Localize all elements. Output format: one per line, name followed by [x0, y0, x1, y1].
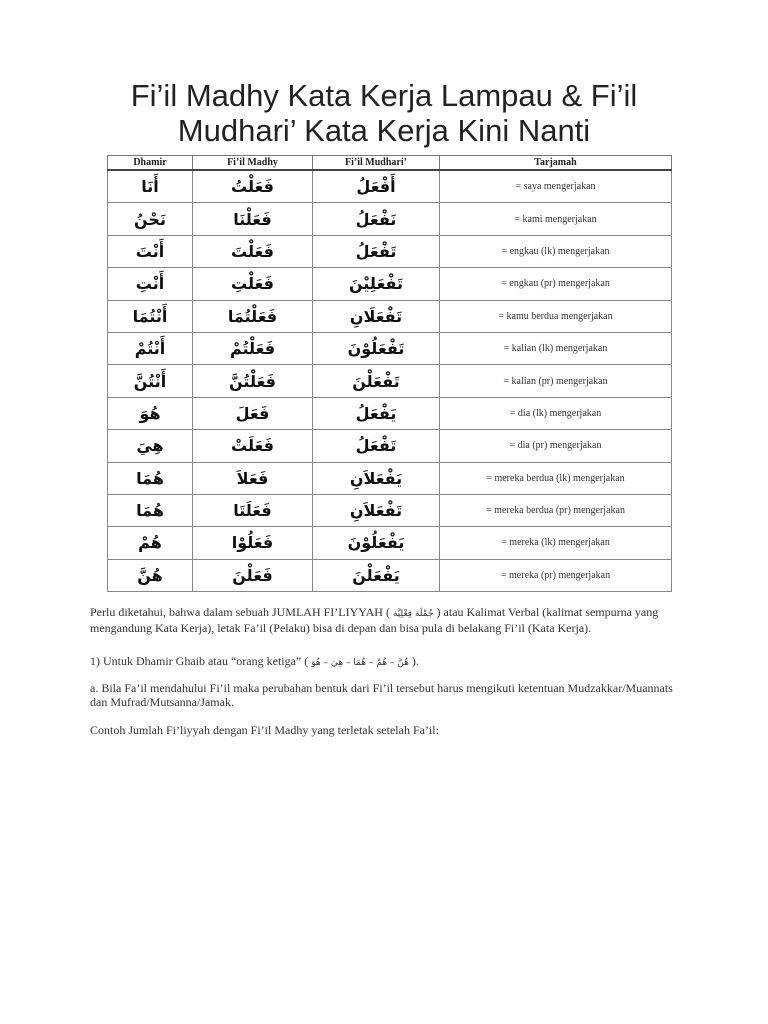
cell-dhamir: أَنْتِ [108, 268, 193, 300]
cell-dhamir: هُوَ [108, 397, 193, 429]
cell-fiil-mudhari: تَفْعَلُ [313, 235, 440, 267]
cell-tarjamah: = saya mengerjakan [440, 170, 672, 203]
cell-fiil-mudhari: أَفْعَلُ [313, 170, 440, 203]
cell-dhamir: هُمَا [108, 494, 193, 526]
cell-dhamir: أَنْتُنَّ [108, 365, 193, 397]
cell-dhamir: هُمْ [108, 527, 193, 559]
cell-fiil-mudhari: تَفْعَلَانِ [313, 300, 440, 332]
cell-fiil-madhy: فَعَلْتُمَا [193, 300, 313, 332]
table-row [108, 300, 672, 332]
table-row [108, 494, 672, 526]
table-row [108, 332, 672, 364]
paragraph-text: ) atau Kalimat Verbal (kalimat sempurna yang mengandung Kata Kerja), letak Fa’il (Pelaku) bisa di depan dan bisa pula di belakang Fi’il (Kata Kerja). [90, 605, 659, 635]
cell-dhamir: أَنْتُمَا [108, 300, 193, 332]
cell-dhamir: أَنْتَ [108, 235, 193, 267]
cell-tarjamah: = mereka (pr) mengerjakan [440, 559, 672, 591]
cell-tarjamah: = engkau (pr) mengerjakan [440, 268, 672, 300]
paragraph-rule-a: a. Bila Fa’il mendahului Fi’il maka perubahan bentuk dari Fi’il tersebut harus mengikuti ketentuan Mudzakkar/Muannats dan Mufrad/Mutsanna/Jamak. [90, 681, 673, 709]
cell-fiil-madhy: فَعَلَتَا [193, 494, 313, 526]
cell-fiil-madhy: فَعَلَتْ [193, 430, 313, 462]
cell-fiil-madhy: فَعَلْنَ [193, 559, 313, 591]
table-row [108, 268, 672, 300]
cell-tarjamah: = engkau (lk) mengerjakan [440, 235, 672, 267]
header-tarjamah: Tarjamah [440, 156, 672, 171]
cell-dhamir: هُنَّ [108, 559, 193, 591]
cell-fiil-mudhari: يَفْعَلْنَ [313, 559, 440, 591]
paragraph-text: ). [411, 654, 419, 668]
table-row [108, 170, 672, 203]
title-line-2: Mudhari’ Kata Kerja Kini Nanti [177, 113, 591, 148]
cell-tarjamah: = mereka berdua (pr) mengerjakan [440, 494, 672, 526]
cell-fiil-mudhari: يَفْعَلُوْنَ [313, 527, 440, 559]
cell-dhamir: أَنْتُمْ [108, 332, 193, 364]
header-fiil-mudhari: Fi’il Mudhari’ [313, 156, 440, 171]
table-row [108, 559, 672, 591]
paragraph-text: 1) Untuk Dhamir Ghaib atau “orang ketiga” ( [90, 654, 309, 668]
table-row [108, 430, 672, 462]
paragraph-text: Perlu diketahui, bahwa dalam sebuah JUMLAH FI’LIYYAH ( [90, 605, 390, 619]
cell-fiil-mudhari: تَفْعَلُوْنَ [313, 332, 440, 364]
cell-fiil-mudhari: تَفْعَلِيْنَ [313, 268, 440, 300]
cell-dhamir: هِيَ [108, 430, 193, 462]
table-row [108, 527, 672, 559]
cell-tarjamah: = kami mengerjakan [440, 203, 672, 235]
cell-fiil-mudhari: نَفْعَلُ [313, 203, 440, 235]
cell-fiil-mudhari: تَفْعَلاَنِ [313, 494, 440, 526]
cell-fiil-madhy: فَعَلْنَا [193, 203, 313, 235]
cell-fiil-madhy: فَعَلْتُمْ [193, 332, 313, 364]
cell-fiil-madhy: فَعَلَ [193, 397, 313, 429]
cell-tarjamah: = dia (pr) mengerjakan [440, 430, 672, 462]
cell-tarjamah: = kalian (pr) mengerjakan [440, 365, 672, 397]
cell-fiil-mudhari: يَفْعَلُ [313, 397, 440, 429]
cell-fiil-madhy: فَعَلْتُ [193, 170, 313, 203]
cell-tarjamah: = mereka berdua (lk) mengerjakan [440, 462, 672, 494]
cell-fiil-mudhari: تَفْعَلُ [313, 430, 440, 462]
cell-fiil-madhy: فَعَلْتُنَّ [193, 365, 313, 397]
table-row [108, 203, 672, 235]
conjugation-table [107, 155, 672, 592]
paragraph-jumlah-filiyyah [90, 605, 680, 635]
cell-fiil-madhy: فَعَلاَ [193, 462, 313, 494]
table-row [108, 462, 672, 494]
paragraph-dhamir-ghaib [90, 654, 680, 670]
arabic-inline: هُنَّ – هُمْ – هُمَا – هِيَ – هُوَ [311, 658, 409, 668]
table-body [108, 170, 672, 592]
header-dhamir: Dhamir [108, 156, 193, 171]
cell-tarjamah: = kalian (lk) mengerjakan [440, 332, 672, 364]
cell-fiil-madhy: فَعَلُوْا [193, 527, 313, 559]
header-fiil-madhy: Fi’il Madhy [193, 156, 313, 171]
cell-tarjamah: = dia (lk) mengerjakan [440, 397, 672, 429]
cell-tarjamah: = mereka (lk) mengerjakan [440, 527, 672, 559]
table-row [108, 365, 672, 397]
cell-dhamir: أَنَا [108, 170, 193, 203]
cell-fiil-mudhari: يَفْعَلاَنِ [313, 462, 440, 494]
page-title [0, 78, 768, 148]
cell-fiil-madhy: فَعَلْتَ [193, 235, 313, 267]
paragraph-example-intro: Contoh Jumlah Fi’liyyah dengan Fi’il Madhy yang terletak setelah Fa’il: [90, 723, 439, 737]
arabic-inline: جُمْلَة فِعْلِيَّة [392, 609, 434, 619]
title-line-1: Fi’il Madhy Kata Kerja Lampau & Fi’il [130, 78, 638, 113]
cell-dhamir: نَحْنُ [108, 203, 193, 235]
cell-dhamir: هُمَا [108, 462, 193, 494]
table-header-row [108, 156, 672, 171]
table-row [108, 397, 672, 429]
table-row [108, 235, 672, 267]
cell-fiil-madhy: فَعَلْتِ [193, 268, 313, 300]
cell-tarjamah: = kamu berdua mengerjakan [440, 300, 672, 332]
cell-fiil-mudhari: تَفْعَلْنَ [313, 365, 440, 397]
